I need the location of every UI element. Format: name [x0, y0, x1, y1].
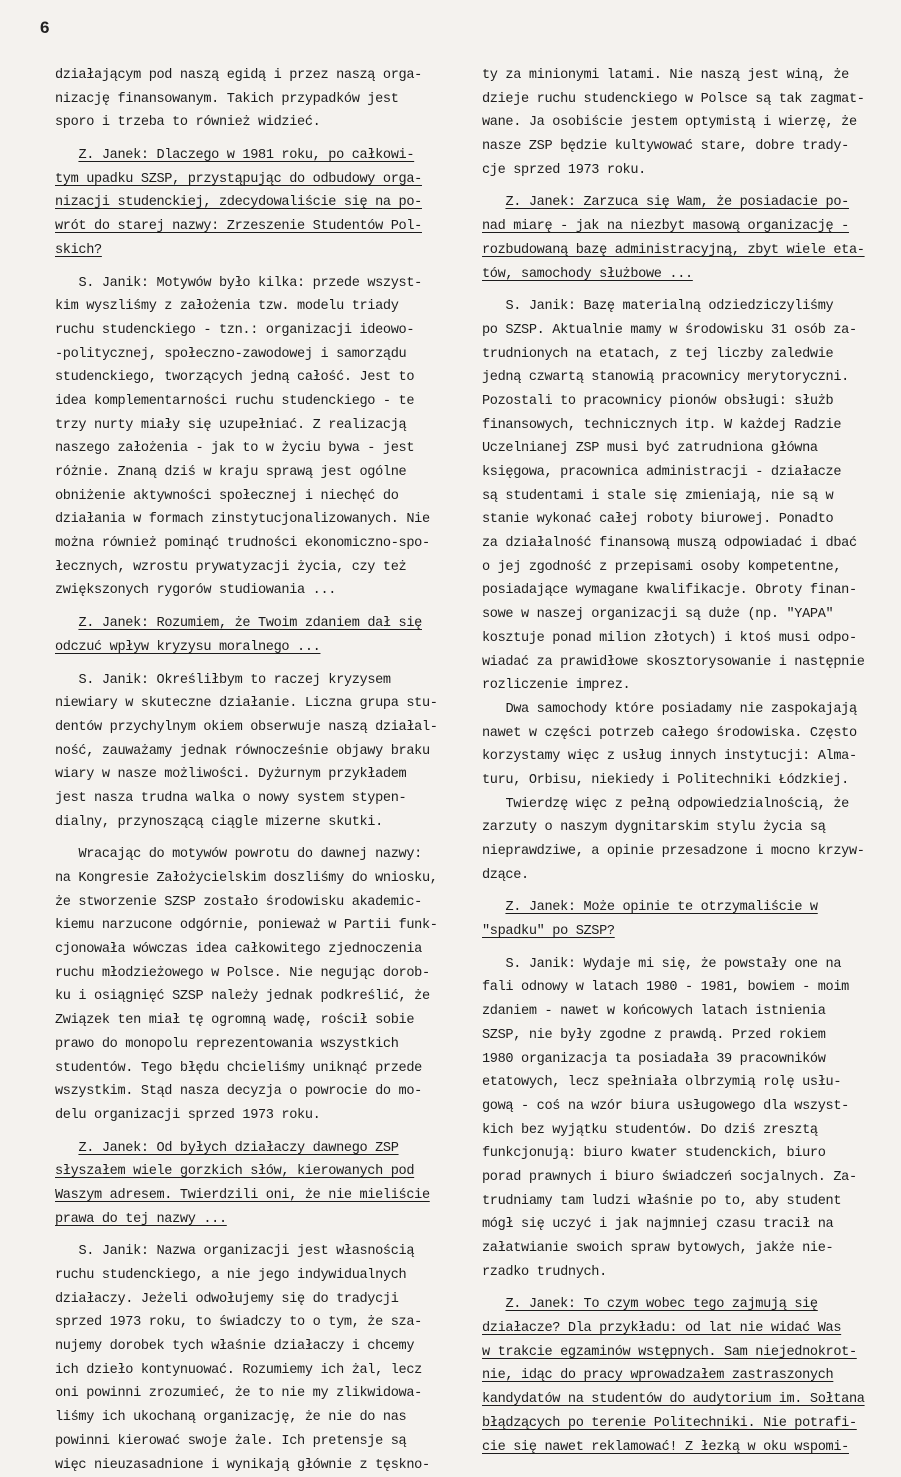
question-line: Z. Janek: Zarzuca się Wam, że posiadacie po- — [482, 191, 877, 215]
text-line: ruchu młodzieżowego w Polsce. Nie negując dorob- — [55, 962, 447, 986]
paragraph-gap — [482, 944, 877, 953]
question-line: Z. Janek: Może opinie te otrzymaliście w — [482, 896, 877, 920]
text-line: 1980 organizacja ta posiadała 39 pracowników — [482, 1048, 877, 1072]
paragraph-gap — [482, 182, 877, 191]
text-line: studentów. Tego błędu chcieliśmy uniknąć przede — [55, 1057, 447, 1081]
text-line: idea komplementarności ruchu studenckiego - te — [55, 390, 447, 414]
text-line: trudnionych na etatach, z tej liczby zaledwie — [482, 343, 877, 367]
question-line: działacze? Dla przykładu: od lat nie widać Was — [482, 1317, 877, 1341]
question-line: Z. Janek: To czym wobec tego zajmują się — [482, 1293, 877, 1317]
text-line: powinni kierować swoje żale. Ich pretensje są — [55, 1430, 447, 1454]
question-line: tym upadku SZSP, przystąpując do odbudowy orga- — [55, 168, 447, 192]
paragraph-gap — [55, 1231, 447, 1240]
text-line: zarzuty o naszym dygnitarskim stylu życia są — [482, 816, 877, 840]
text-line: oni powinni zrozumieć, że to nie my zlikwidowa- — [55, 1382, 447, 1406]
text-line: można również pominąć trudności ekonomiczno-spo- — [55, 532, 447, 556]
question-line: w trakcie egzaminów wstępnych. Sam niejednokrot- — [482, 1341, 877, 1365]
text-line: Wracając do motywów powrotu do dawnej nazwy: — [55, 843, 447, 867]
text-line: że stworzenie SZSP zostało środowisku akademic- — [55, 891, 447, 915]
text-line: wszystkim. Stąd nasza decyzja o powrocie do mo- — [55, 1080, 447, 1104]
text-line: działającym pod naszą egidą i przez naszą orga- — [55, 64, 447, 88]
text-line: są studentami i stale się zmieniają, nie są w — [482, 485, 877, 509]
text-line: ność, zauważamy jednak równocześnie objawy braku — [55, 740, 447, 764]
text-line: kosztuje ponad milion złotych) i ktoś musi odpo- — [482, 627, 877, 651]
text-line: o jej zgodność z przepisami osoby kompetentne, — [482, 556, 877, 580]
paragraph-gap — [482, 887, 877, 896]
question-line: wrót do starej nazwy: Zrzeszenie Studentów Pol- — [55, 215, 447, 239]
text-line: po SZSP. Aktualnie mamy w środowisku 31 osób za- — [482, 319, 877, 343]
text-line: trudniamy tam ludzi właśnie po to, aby student — [482, 1190, 877, 1214]
text-line: Związek ten miał tę ogromną wadę, rościł sobie — [55, 1009, 447, 1033]
question-line: słyszałem wiele gorzkich słów, kierowanych pod — [55, 1160, 447, 1184]
text-line: nasze ZSP będzie kultywować stare, dobre trady- — [482, 135, 877, 159]
text-line: działania w formach zinstytucjonalizowanych. Nie — [55, 508, 447, 532]
paragraph-gap — [55, 834, 447, 843]
paragraph-gap — [482, 1284, 877, 1293]
text-line: Dwa samochody które posiadamy nie zaspokajają — [482, 698, 877, 722]
text-line: S. Janik: Motywów było kilka: przede wszyst- — [55, 272, 447, 296]
text-line: kich bez wyjątku studentów. Do dziś zresztą — [482, 1119, 877, 1143]
text-line: Uczelnianej ZSP musi być zatrudniona główna — [482, 437, 877, 461]
text-line: S. Janik: Nazwa organizacji jest własnością — [55, 1240, 447, 1264]
question-line: Z. Janek: Dlaczego w 1981 roku, po całkowi- — [55, 144, 447, 168]
text-line: finansowych, technicznych itp. W każdej Radzie — [482, 414, 877, 438]
text-line: naszego założenia - jak to w życiu bywa - jest — [55, 437, 447, 461]
text-line: funkcjonują: biuro kwater studenckich, biuro — [482, 1142, 877, 1166]
text-line: porad prawnych i biuro świadczeń socjalnych. Za- — [482, 1166, 877, 1190]
paragraph-gap — [55, 263, 447, 272]
text-line: sowe w naszej organizacji są duże (np. "YAPA" — [482, 603, 877, 627]
text-line: S. Janik: Określiłbym to raczej kryzysem — [55, 669, 447, 693]
text-line: księgowa, pracownica administracji - działacze — [482, 461, 877, 485]
text-line: turu, Orbisu, niekiedy i Politechniki Łódzkiej. — [482, 769, 877, 793]
paragraph-gap — [55, 135, 447, 144]
question-line: tów, samochody służbowe ... — [482, 263, 877, 287]
text-line: za działalność finansową muszą odpowiadać i dbać — [482, 532, 877, 556]
paragraph-gap — [55, 660, 447, 669]
question-line: nizacji studenckiej, zdecydowaliście się na po- — [55, 191, 447, 215]
text-line: łecznych, wzrostu prywatyzacji życia, czy też — [55, 556, 447, 580]
text-line: nieprawdziwe, a opinie przesadzone i mocno krzyw- — [482, 840, 877, 864]
paragraph-gap — [55, 1128, 447, 1137]
question-line: nad miarę - jak na niezbyt masową organizację - — [482, 215, 877, 239]
text-line: więc nieuzasadnione i wynikają głównie z tęskno- — [55, 1454, 447, 1477]
text-line: -politycznej, społeczno-zawodowej i samorządu — [55, 343, 447, 367]
right-column — [482, 64, 877, 1459]
text-line: delu organizacji sprzed 1973 roku. — [55, 1104, 447, 1128]
question-line: skich? — [55, 239, 447, 263]
text-line: jedną czwartą stanowią pracownicy merytoryczni. — [482, 366, 877, 390]
text-line: liśmy ich ukochaną organizację, że nie do nas — [55, 1406, 447, 1430]
text-line: prawo do monopolu reprezentowania wszystkich — [55, 1033, 447, 1057]
text-line: SZSP, nie były zgodne z prawdą. Przed rokiem — [482, 1024, 877, 1048]
text-line: trzy nurty miały się uzupełniać. Z realizacją — [55, 414, 447, 438]
text-line: sprzed 1973 roku, to świadczy to o tym, że sza- — [55, 1311, 447, 1335]
text-line: różnie. Znaną dziś w kraju sprawą jest ogólne — [55, 461, 447, 485]
text-line: stanie wykonać całej roboty biurowej. Ponadto — [482, 508, 877, 532]
question-line: prawa do tej nazwy ... — [55, 1208, 447, 1232]
text-line: S. Janik: Wydaje mi się, że powstały one na — [482, 953, 877, 977]
text-line: jest nasza trudna walka o nowy system stypen- — [55, 787, 447, 811]
text-line: dzące. — [482, 864, 877, 888]
text-line: cje sprzed 1973 roku. — [482, 159, 877, 183]
question-line: cie się nawet reklamować! Z łezką w oku wspomi- — [482, 1436, 877, 1460]
text-line: nawet w części potrzeb całego środowiska. Często — [482, 722, 877, 746]
text-line: ruchu studenckiego - tzn.: organizacji ideowo- — [55, 319, 447, 343]
text-line: ich dzieło kontynuować. Rozumiemy ich żal, lecz — [55, 1359, 447, 1383]
text-line: dentów przychylnym okiem obserwuje naszą działal- — [55, 716, 447, 740]
text-line: dialny, przynoszącą ciągle mizerne skutki. — [55, 811, 447, 835]
text-line: wiary w nasze możliwości. Dyżurnym przykładem — [55, 763, 447, 787]
question-line: nie, idąc do pracy wprowadzałem zastraszonych — [482, 1364, 877, 1388]
text-line: fali odnowy w latach 1980 - 1981, bowiem - moim — [482, 976, 877, 1000]
paragraph-gap — [55, 603, 447, 612]
question-line: odczuć wpływ kryzysu moralnego ... — [55, 636, 447, 660]
text-line: obniżenie aktywności społecznej i niechęć do — [55, 485, 447, 509]
text-line: etatowych, lecz spełniała olbrzymią rolę usłu- — [482, 1071, 877, 1095]
text-line: zwiększonych rygorów studiowania ... — [55, 579, 447, 603]
text-line: ty za minionymi latami. Nie naszą jest winą, że — [482, 64, 877, 88]
question-line: rozbudowaną bazę administracyjną, zbyt wiele eta- — [482, 239, 877, 263]
text-line: studenckiego, tworzących jedną całość. Jest to — [55, 366, 447, 390]
text-line: rozliczenie imprez. — [482, 674, 877, 698]
text-line: sporo i trzeba to również widzieć. — [55, 111, 447, 135]
text-line: działaczy. Jeżeli odwołujemy się do tradycji — [55, 1288, 447, 1312]
text-line: gową - coś na wzór biura usługowego dla wszyst- — [482, 1095, 877, 1119]
text-line: zdaniem - nawet w końcowych latach istnienia — [482, 1000, 877, 1024]
text-line: Twierdzę więc z pełną odpowiedzialnością, że — [482, 793, 877, 817]
question-line: Z. Janek: Od byłych działaczy dawnego ZSP — [55, 1137, 447, 1161]
text-line: nujemy dorobek tych właśnie działaczy i chcemy — [55, 1335, 447, 1359]
text-line: dzieje ruchu studenckiego w Polsce są tak zagmat- — [482, 88, 877, 112]
text-line: nizację finansowanym. Takich przypadków jest — [55, 88, 447, 112]
text-line: cjonowała wówczas idea całkowitego zjednoczenia — [55, 938, 447, 962]
text-line: korzystamy więc z usług innych instytucji: Alma- — [482, 745, 877, 769]
page-number: 6 — [40, 18, 49, 38]
text-line: mógł się uczyć i jak najmniej czasu tracił na — [482, 1213, 877, 1237]
question-line: Waszym adresem. Twierdzili oni, że nie mieliście — [55, 1184, 447, 1208]
text-line: Pozostali to pracownicy pionów obsługi: służb — [482, 390, 877, 414]
text-line: na Kongresie Założycielskim doszliśmy do wniosku, — [55, 867, 447, 891]
text-line: niewiary w skuteczne działanie. Liczna grupa stu- — [55, 692, 447, 716]
text-line: wane. Ja osobiście jestem optymistą i wierzę, że — [482, 111, 877, 135]
text-line: wiadać za prawidłowe skosztorysowanie i następnie — [482, 651, 877, 675]
text-line: ruchu studenckiego, a nie jego indywidualnych — [55, 1264, 447, 1288]
question-line: "spadku" po SZSP? — [482, 920, 877, 944]
text-line: rzadko trudnych. — [482, 1261, 877, 1285]
text-line: kiemu narzucone odgórnie, ponieważ w Partii funk- — [55, 914, 447, 938]
question-line: błądzących po terenie Politechniki. Nie potrafi- — [482, 1412, 877, 1436]
text-line: załatwianie swoich spraw bytowych, jakże nie- — [482, 1237, 877, 1261]
text-line: ku i osiągnięć SZSP należy jednak podkreślić, że — [55, 985, 447, 1009]
question-line: Z. Janek: Rozumiem, że Twoim zdaniem dał się — [55, 612, 447, 636]
text-line: S. Janik: Bazę materialną odziedziczyliśmy — [482, 295, 877, 319]
question-line: kandydatów na studentów do audytorium im. Sołtana — [482, 1388, 877, 1412]
text-line: posiadające wymagane kwalifikacje. Obroty finan- — [482, 579, 877, 603]
paragraph-gap — [482, 286, 877, 295]
left-column — [55, 64, 447, 1477]
text-line: kim wyszliśmy z założenia tzw. modelu triady — [55, 295, 447, 319]
